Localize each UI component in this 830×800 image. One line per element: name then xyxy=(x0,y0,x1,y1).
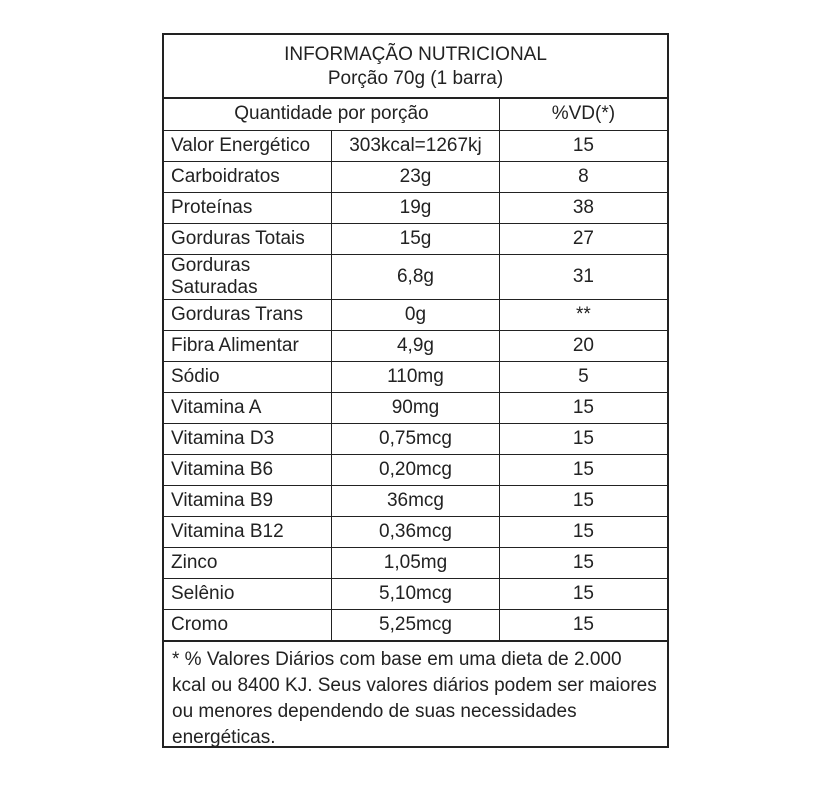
nutrient-amount: 23g xyxy=(332,161,500,192)
nutrient-daily-value: 38 xyxy=(499,192,667,223)
nutrient-daily-value: 20 xyxy=(499,330,667,361)
nutrient-amount: 5,10mcg xyxy=(332,578,500,609)
table-row xyxy=(164,547,667,578)
table-row xyxy=(164,192,667,223)
nutrient-amount: 110mg xyxy=(332,361,500,392)
nutrient-daily-value: 15 xyxy=(499,392,667,423)
nutrition-facts-label xyxy=(162,33,669,748)
table-row xyxy=(164,516,667,547)
nutrient-name: Gorduras Totais xyxy=(164,223,332,254)
nutrient-amount: 0g xyxy=(332,299,500,330)
nutrient-daily-value: 8 xyxy=(499,161,667,192)
nutrient-daily-value: 15 xyxy=(499,485,667,516)
table-row xyxy=(164,130,667,161)
quantity-per-serving-header: Quantidade por porção xyxy=(164,99,499,130)
table-row xyxy=(164,454,667,485)
nutrient-amount: 4,9g xyxy=(332,330,500,361)
nutrient-amount: 19g xyxy=(332,192,500,223)
table-row xyxy=(164,161,667,192)
nutrient-daily-value: 15 xyxy=(499,609,667,640)
nutrient-name: Zinco xyxy=(164,547,332,578)
nutrient-amount: 0,20mcg xyxy=(332,454,500,485)
nutrient-daily-value: 31 xyxy=(499,254,667,299)
nutrient-name: Vitamina A xyxy=(164,392,332,423)
label-title: INFORMAÇÃO NUTRICIONAL xyxy=(284,44,547,65)
nutrient-amount: 6,8g xyxy=(332,254,500,299)
nutrient-daily-value: 15 xyxy=(499,423,667,454)
nutrient-name: Proteínas xyxy=(164,192,332,223)
nutrient-rows xyxy=(164,130,667,640)
nutrient-amount: 90mg xyxy=(332,392,500,423)
nutrient-amount: 0,75mcg xyxy=(332,423,500,454)
nutrient-daily-value: 15 xyxy=(499,547,667,578)
nutrition-table xyxy=(164,99,667,640)
nutrient-name: Vitamina D3 xyxy=(164,423,332,454)
nutrient-name: Fibra Alimentar xyxy=(164,330,332,361)
table-row xyxy=(164,392,667,423)
nutrient-daily-value: 15 xyxy=(499,454,667,485)
nutrient-amount: 15g xyxy=(332,223,500,254)
table-row xyxy=(164,361,667,392)
nutrient-daily-value: 15 xyxy=(499,578,667,609)
nutrient-daily-value: ** xyxy=(499,299,667,330)
nutrient-name: Valor Energético xyxy=(164,130,332,161)
label-header xyxy=(164,35,667,99)
table-row xyxy=(164,330,667,361)
table-row xyxy=(164,254,667,299)
table-row xyxy=(164,223,667,254)
table-row xyxy=(164,609,667,640)
nutrient-daily-value: 15 xyxy=(499,516,667,547)
nutrient-daily-value: 27 xyxy=(499,223,667,254)
nutrient-name: Selênio xyxy=(164,578,332,609)
table-row xyxy=(164,299,667,330)
table-row xyxy=(164,485,667,516)
nutrient-amount: 5,25mcg xyxy=(332,609,500,640)
nutrient-name: Gorduras Trans xyxy=(164,299,332,330)
serving-size: Porção 70g (1 barra) xyxy=(327,68,504,89)
nutrient-name: Gorduras Saturadas xyxy=(164,254,332,299)
nutrient-amount: 1,05mg xyxy=(332,547,500,578)
nutrient-amount: 0,36mcg xyxy=(332,516,500,547)
table-row xyxy=(164,578,667,609)
nutrient-daily-value: 5 xyxy=(499,361,667,392)
daily-value-footnote: * % Valores Diários com base em uma dieta de 2.000 kcal ou 8400 KJ. Seus valores diários podem ser maiores ou menores dependendo de suas necessidades energéticas. xyxy=(164,640,667,746)
table-header-row xyxy=(164,99,667,130)
nutrient-name: Vitamina B6 xyxy=(164,454,332,485)
nutrient-name: Sódio xyxy=(164,361,332,392)
table-row xyxy=(164,423,667,454)
nutrient-name: Cromo xyxy=(164,609,332,640)
nutrient-daily-value: 15 xyxy=(499,130,667,161)
nutrient-amount: 303kcal=1267kj xyxy=(332,130,500,161)
nutrient-amount: 36mcg xyxy=(332,485,500,516)
daily-value-header: %VD(*) xyxy=(499,99,667,130)
nutrient-name: Vitamina B9 xyxy=(164,485,332,516)
nutrient-name: Vitamina B12 xyxy=(164,516,332,547)
nutrient-name: Carboidratos xyxy=(164,161,332,192)
